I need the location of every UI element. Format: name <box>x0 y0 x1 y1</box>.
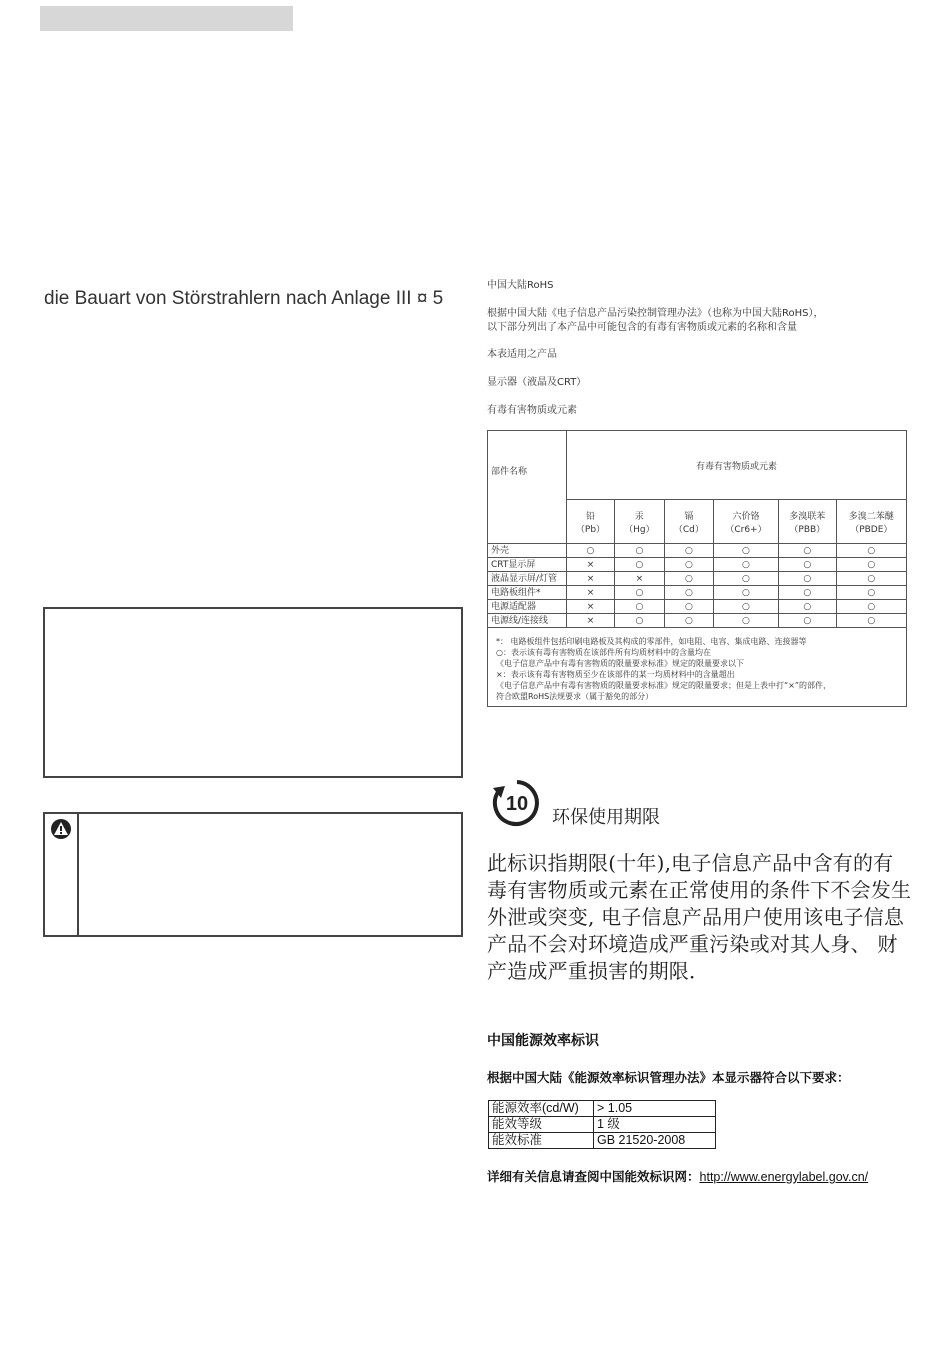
table-row: 电路板组件* × ○ ○ ○ ○ ○ <box>488 586 907 600</box>
table-row: 液晶显示屏/灯管 × × ○ ○ ○ ○ <box>488 572 907 586</box>
energy-footer-label: 详细有关信息请查阅中国能效标识网： <box>487 1169 700 1184</box>
svg-text:10: 10 <box>505 793 529 815</box>
epup-paragraph: 此标识指期限(十年),电子信息产品中含有的有毒有害物质或元素在正常使用的条件下不会发生外泄或突变, 电子信息产品用户使用该电子信息产品不会对环境造成严重污染或对其人身、 财产造成严重损害的期限． <box>487 851 912 983</box>
warning-icon <box>50 818 72 840</box>
energy-title: 中国能源效率标识 <box>487 1033 599 1049</box>
table-row: 能效等级 1 级 <box>489 1117 716 1133</box>
warning-box <box>43 812 463 937</box>
table-row: 电源线/连接线 × ○ ○ ○ ○ ○ <box>488 614 907 628</box>
header-bar <box>40 6 293 31</box>
epup-title: 环保使用期限 <box>552 807 660 828</box>
energy-table <box>488 1100 716 1149</box>
energy-intro: 根据中国大陆《能源效率标识管理办法》本显示器符合以下要求： <box>487 1070 850 1085</box>
rohs-applicable-label: 本表适用之产品 <box>487 349 557 360</box>
rohs-col-header: 汞 （Hg） <box>614 500 664 544</box>
table-row: 能效标准 GB 21520-2008 <box>489 1133 716 1149</box>
energy-footer <box>487 1167 868 1185</box>
table-row: 电源适配器 × ○ ○ ○ ○ ○ <box>488 600 907 614</box>
german-text-line: die Bauart von Störstrahlern nach Anlage III ¤ 5 <box>44 288 444 309</box>
empty-info-box <box>43 607 463 778</box>
rohs-group-header: 有毒有害物质或元素 <box>567 431 907 500</box>
rohs-intro-line2: 以下部分列出了本产品中可能包含的有毒有害物质或元素的名称和含量 <box>487 322 797 333</box>
rohs-col-header: 多溴联苯 （PBB） <box>778 500 836 544</box>
warning-sidebar <box>45 814 79 935</box>
rohs-table <box>487 430 907 706</box>
rohs-product-label: 显示器（液晶及CRT） <box>487 377 587 388</box>
rohs-col-header: 铅 （Pb） <box>567 500 615 544</box>
table-row: 外壳 ○ ○ ○ ○ ○ ○ <box>488 544 907 558</box>
rohs-col-header: 镉 （Cd） <box>664 500 713 544</box>
rohs-title: 中国大陆RoHS <box>487 280 554 291</box>
rohs-substances-heading: 有毒有害物质或元素 <box>487 405 577 416</box>
table-row: 能源效率(cd/W) > 1.05 <box>489 1101 716 1117</box>
energy-label-link[interactable]: http://www.energylabel.gov.cn/ <box>699 1170 869 1184</box>
rohs-notes: *： 电路板组件包括印刷电路板及其构成的零部件，如电阻、电容、集成电路、连接器等 ○：表示该有毒有害物质在该部件所有均质材料中的含量均在 《电子信息产品中有毒有害物质的限量要求标准》规定的限量要求以下 ×：表示该有毒有害物质至少在该部件的某一均质材料中的含量超出 《电子信息产品中有毒有害物质的限量要求标准》规定的限量要求；但是上表中打“×”的部件， 符合欧盟RoHS法规要求（属于豁免的部分） <box>488 628 907 707</box>
rohs-part-header: 部件名称 <box>488 431 567 544</box>
rohs-col-header: 多溴二苯醚 （PBDE） <box>836 500 906 544</box>
rohs-col-header: 六价铬 （Cr6+） <box>713 500 778 544</box>
epup-10-year-logo-icon <box>489 776 545 828</box>
table-row: CRT显示屏 × ○ ○ ○ ○ ○ <box>488 558 907 572</box>
rohs-intro-line1: 根据中国大陆《电子信息产品污染控制管理办法》（也称为中国大陆RoHS）， <box>487 308 824 319</box>
